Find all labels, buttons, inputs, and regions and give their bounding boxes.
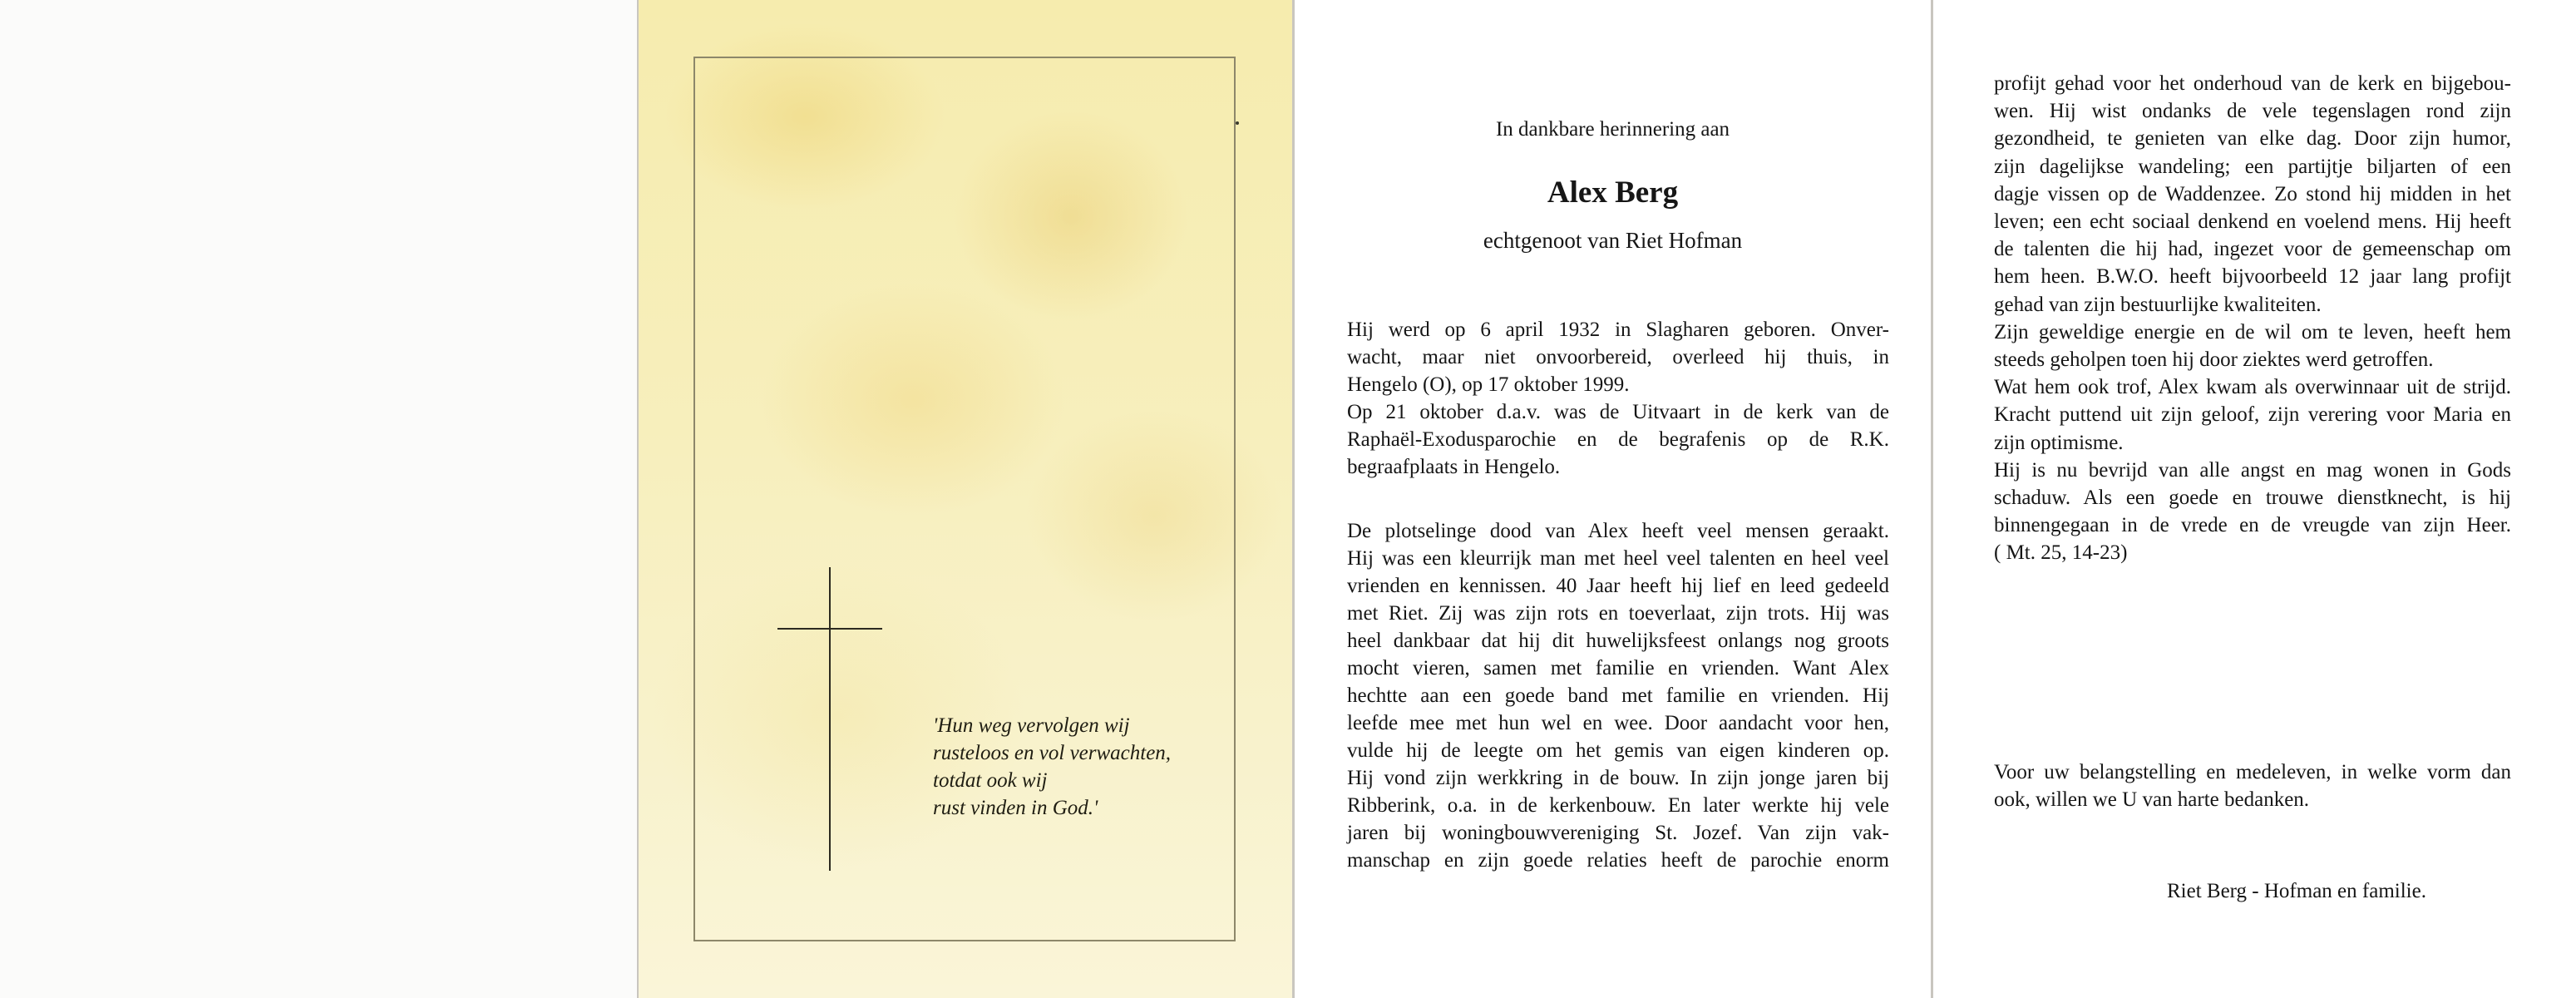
text-line: Hij is nu bevrijd van alle angst en mag wonen in Gods — [1994, 458, 2511, 482]
verse-line: rusteloos en vol verwachten, — [933, 742, 1172, 764]
text-line: leven; een echt sociaal denkend en voelend mens. Hij heeft — [1994, 210, 2511, 234]
text-line: vrienden en kennissen. 40 Jaar heeft hij lief en leed gedeeld — [1347, 575, 1889, 597]
text-line: Raphaël-Exodusparochie en de begrafenis op de R.K. — [1347, 428, 1889, 451]
bible-reference: ( Mt. 25, 14-23) — [1994, 541, 2128, 565]
verse-line: 'Hun weg vervolgen wij — [933, 714, 1130, 737]
text-line: wen. Hij wist ondanks de vele tegenslagen rond zijn — [1994, 100, 2511, 123]
text-line: schaduw. Als een goede en trouwe dienstknecht, is hij — [1994, 487, 2511, 510]
text-line: mocht vieren, samen met familie en vrienden. Want Alex — [1347, 657, 1889, 679]
text-line: Voor uw belangstelling en medeleven, in welke vorm dan — [1994, 761, 2511, 783]
text-line: Hij vond zijn werkkring in de bouw. In zijn jonge jaren bij — [1347, 767, 1889, 789]
text-line: De plotselinge dood van Alex heeft veel mensen geraakt. — [1347, 520, 1889, 542]
text-line: met Riet. Zij was zijn rots en toeverlaat, zijn trots. Hij was — [1347, 602, 1889, 625]
verse-line: rust vinden in God.' — [933, 797, 1098, 819]
text-line: heel dankbaar dat hij dit huwelijksfeest onlangs nog groots — [1347, 630, 1889, 652]
text-line: Op 21 oktober d.a.v. was de Uitvaart in de kerk van de — [1347, 401, 1889, 423]
biography-paragraph-2 — [1347, 517, 1889, 874]
cross-icon-vertical — [829, 567, 831, 871]
text-line: begraafplaats in Hengelo. — [1347, 456, 1561, 478]
thanks-paragraph — [1994, 758, 2511, 813]
text-line: binnengegaan in de vrede en de vreugde van zijn Heer. — [1994, 514, 2511, 537]
text-line: dagje vissen op de Waddenzee. Zo stond hij midden in het — [1994, 182, 2511, 205]
verse-line: totdat ook wij — [933, 769, 1048, 792]
cross-icon-horizontal — [777, 628, 882, 630]
text-line: Wat hem ook trof, Alex kwam als overwinnaar uit de strijd. — [1994, 376, 2511, 399]
text-line: gehad van zijn bestuurlijke kwaliteiten. — [1994, 293, 2322, 316]
text-line: manschap en zijn goede relaties heeft de parochie enorm — [1347, 849, 1889, 872]
biography-continued — [1994, 70, 2511, 567]
text-line: jaren bij woningbouwvereniging St. Jozef. Van zijn vak- — [1347, 822, 1889, 844]
text-line: Ribberink, o.a. in de kerkenbouw. En later werkte hij vele — [1347, 794, 1889, 817]
text-line: Hij was een kleurrijk man met heel veel talenten en heel veel — [1347, 547, 1889, 570]
text-line: steeds geholpen toen hij door ziektes werd getroffen. — [1994, 348, 2434, 372]
text-line: Kracht puttend uit zijn geloof, zijn verering voor Maria en — [1994, 403, 2511, 427]
spouse-line: echtgenoot van Riet Hofman — [1483, 228, 1743, 253]
text-line: profijt gehad voor het onderhoud van de kerk en bijgebou- — [1994, 72, 2511, 95]
text-line: wacht, maar niet onvoorbereid, overleed hij thuis, in — [1347, 346, 1889, 368]
cover-verse — [933, 712, 1282, 822]
text-line: gezondheid, te genieten van elke dag. Door zijn humor, — [1994, 127, 2511, 151]
deceased-name: Alex Berg — [1547, 175, 1679, 210]
text-line: zijn optimisme. — [1994, 431, 2124, 454]
text-line: zijn dagelijkse wandeling; een partijtje biljarten of een — [1994, 155, 2511, 178]
text-line: hechtte aan een goede band met familie en vrienden. Hij — [1347, 684, 1889, 707]
blank-back-panel — [0, 0, 637, 998]
text-line: de talenten die hij had, ingezet voor de gemeenschap om — [1994, 238, 2511, 261]
text-line: Hij werd op 6 april 1932 in Slagharen geboren. Onver- — [1347, 319, 1889, 341]
print-speck — [1236, 121, 1239, 125]
text-line: vulde hij de leegte om het gemis van eigen kinderen op. — [1347, 739, 1889, 762]
biography-paragraph-1 — [1347, 316, 1889, 481]
text-line: Hengelo (O), op 17 oktober 1999. — [1347, 373, 1630, 396]
intro-line: In dankbare herinnering aan — [1495, 118, 1730, 141]
inner-left-panel — [1295, 0, 1931, 998]
text-line: hem heen. B.W.O. heeft bijvoorbeeld 12 jaar lang profijt — [1994, 265, 2511, 289]
family-signature: Riet Berg - Hofman en familie. — [2167, 880, 2426, 902]
cover-panel — [639, 0, 1292, 998]
text-line: leefde mee met hun wel en wee. Door aandacht voor hen, — [1347, 712, 1889, 734]
inner-right-panel — [1933, 0, 2576, 998]
text-line: Zijn geweldige energie en de wil om te leven, heeft hem — [1994, 320, 2511, 343]
text-line: ook, willen we U van harte bedanken. — [1994, 788, 2310, 812]
